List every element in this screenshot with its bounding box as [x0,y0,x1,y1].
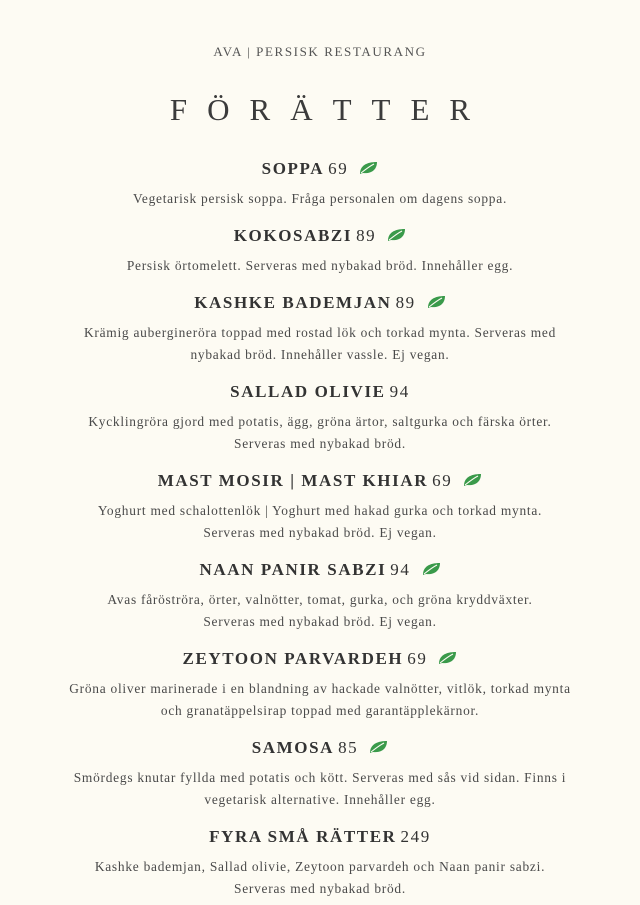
menu-item-name: SAMOSA [251,738,335,757]
menu-item-description [20,856,620,900]
description-line: Persisk örtomelett. Serveras med nybakad bröd. Innehåller egg. [126,258,514,273]
description-line: Gröna oliver marinerade i en blandning av hackade valnötter, vitlök, torkad mynta [69,681,571,696]
menu-item-price: 249 [400,827,431,846]
menu-item-price: 69 [407,649,428,668]
description-line: Serveras med nybakad bröd. [234,881,406,896]
description-line: Kashke bademjan, Sallad olivie, Zeytoon parvardeh och Naan panir sabzi. [94,859,546,874]
vegetarian-leaf-icon [437,647,457,661]
menu-item-name: FYRA SMÅ RÄTTER [209,827,397,846]
menu-item-heading [0,290,640,316]
vegetarian-leaf-icon [462,469,482,483]
menu-item-heading [0,156,640,182]
menu-item-price: 89 [395,293,416,312]
vegetarian-leaf-icon [368,736,388,750]
menu-item [0,290,640,366]
menu-item-description [20,322,620,366]
menu-item-description [20,678,620,722]
description-line: Avas fåröströra, örter, valnötter, tomat, gurka, och gröna kryddväxter. [107,592,533,607]
menu-item-description [20,589,620,633]
menu-item [0,824,640,900]
menu-item-description [20,411,620,455]
menu-item [0,646,640,722]
restaurant-header: AVA | PERSISK RESTAURANG [213,44,427,59]
menu-item-price: 94 [389,382,410,401]
menu-item [0,223,640,277]
description-line: Kycklingröra gjord med potatis, ägg, gröna ärtor, saltgurka och färska örter. [88,414,552,429]
menu-item-heading [0,223,640,249]
description-line: Serveras med nybakad bröd. Ej vegan. [203,525,437,540]
vegetarian-leaf-icon [421,558,441,572]
menu-item [0,156,640,210]
menu-item-heading [0,824,640,850]
menu-item-name: SOPPA [261,159,325,178]
menu-item-heading [0,468,640,494]
description-line: vegetarisk alternative. Innehåller egg. [204,792,436,807]
menu-item-price: 69 [328,159,349,178]
menu-item [0,735,640,811]
menu-item-name: MAST MOSIR | MAST KHIAR [157,471,429,490]
menu-item-description [20,500,620,544]
menu-item-price: 94 [390,560,411,579]
description-line: Vegetarisk persisk soppa. Fråga personalen om dagens soppa. [132,191,508,206]
menu-item-description [20,188,620,210]
menu-item-name: KASHKE BADEMJAN [194,293,392,312]
menu-items-list [0,156,640,900]
menu-item-description [20,767,620,811]
menu-item-name: SALLAD OLIVIE [230,382,386,401]
description-line: Yoghurt med schalottenlök | Yoghurt med hakad gurka och torkad mynta. [97,503,543,518]
menu-item [0,468,640,544]
description-line: och granatäppelsirap toppad med garantäpplekärnor. [160,703,480,718]
menu-item-name: NAAN PANIR SABZI [199,560,387,579]
vegetarian-leaf-icon [386,224,406,238]
menu-item [0,379,640,455]
menu-item-price: 69 [432,471,453,490]
vegetarian-leaf-icon [358,157,378,171]
menu-item-heading [0,735,640,761]
menu-item-price: 89 [356,226,377,245]
description-line: Krämig auberginеröra toppad med rostad lök och torkad mynta. Serveras med [83,325,557,340]
menu-item-name: KOKOSABZI [233,226,353,245]
menu-item-heading [0,379,640,405]
description-line: nybakad bröd. Innehåller vassle. Ej vegan. [190,347,450,362]
menu-item-heading [0,557,640,583]
menu-item-description [20,255,620,277]
page-title: FÖRÄTTER [169,92,491,127]
menu-item-heading [0,646,640,672]
description-line: Serveras med nybakad bröd. [234,436,406,451]
vegetarian-leaf-icon [426,291,446,305]
description-line: Smördegs knutar fyllda med potatis och kött. Serveras med sås vid sidan. Finns i [73,770,567,785]
description-line: Serveras med nybakad bröd. Ej vegan. [203,614,437,629]
menu-item-name: ZEYTOON PARVARDEH [182,649,404,668]
menu-item-price: 85 [338,738,359,757]
menu-item [0,557,640,633]
